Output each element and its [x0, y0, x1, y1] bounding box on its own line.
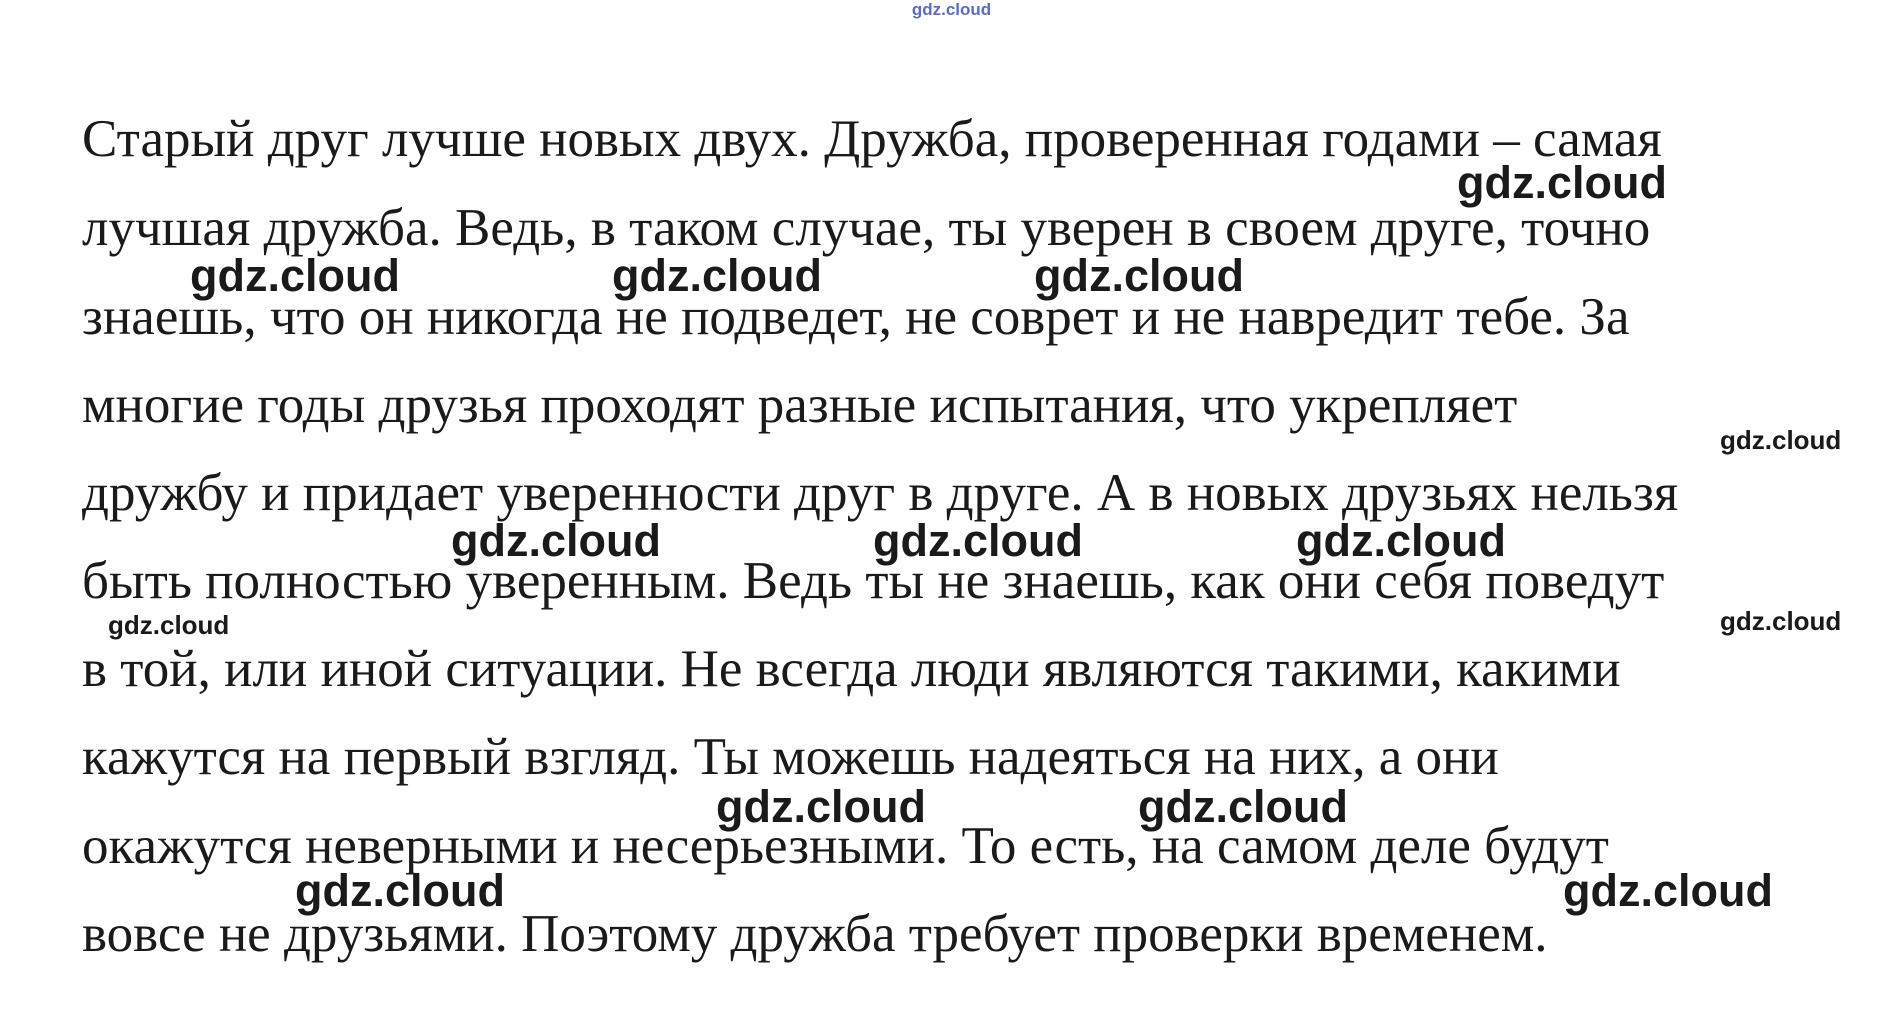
paragraph-line-6: быть полностью уверенным. Ведь ты не знаешь, как они себя поведут — [82, 552, 1665, 610]
watermark: gdz.cloud — [451, 515, 661, 566]
watermark: gdz.cloud — [1563, 865, 1773, 916]
watermark: gdz.cloud — [108, 610, 230, 640]
watermark: gdz.cloud — [1457, 157, 1667, 208]
watermark: gdz.cloud — [190, 250, 400, 301]
watermark: gdz.cloud — [612, 250, 822, 301]
watermark: gdz.cloud — [295, 865, 505, 916]
paragraph-line-5: дружбу и придает уверенности друг в друге. А в новых друзьях нельзя — [82, 464, 1679, 522]
paragraph-line-8: кажутся на первый взгляд. Ты можешь надеяться на них, а они — [82, 728, 1499, 786]
paragraph-line-9: окажутся неверными и несерьезными. То есть, на самом деле будут — [82, 817, 1609, 875]
paragraph-line-3: знаешь, что он никогда не подведет, не соврет и не навредит тебе. За — [82, 288, 1630, 346]
site-watermark-top: gdz.cloud — [911, 0, 992, 19]
watermark: gdz.cloud — [1034, 250, 1244, 301]
paragraph-line-4: многие годы друзья проходят разные испытания, что укрепляет — [82, 376, 1518, 434]
paragraph-line-10: вовсе не друзьями. Поэтому дружба требует проверки временем. — [82, 905, 1548, 963]
watermark: gdz.cloud — [1720, 606, 1842, 636]
watermark: gdz.cloud — [716, 781, 926, 832]
watermark: gdz.cloud — [1138, 781, 1348, 832]
watermark: gdz.cloud — [1720, 425, 1842, 455]
paragraph-line-1: Старый друг лучше новых двух. Дружба, проверенная годами – самая — [82, 110, 1662, 168]
watermark: gdz.cloud — [1296, 515, 1506, 566]
paragraph-line-2: лучшая дружба. Ведь, в таком случае, ты уверен в своем друге, точно — [82, 199, 1651, 257]
watermark: gdz.cloud — [873, 515, 1083, 566]
paragraph-line-7: в той, или иной ситуации. Не всегда люди являются такими, какими — [82, 640, 1621, 698]
